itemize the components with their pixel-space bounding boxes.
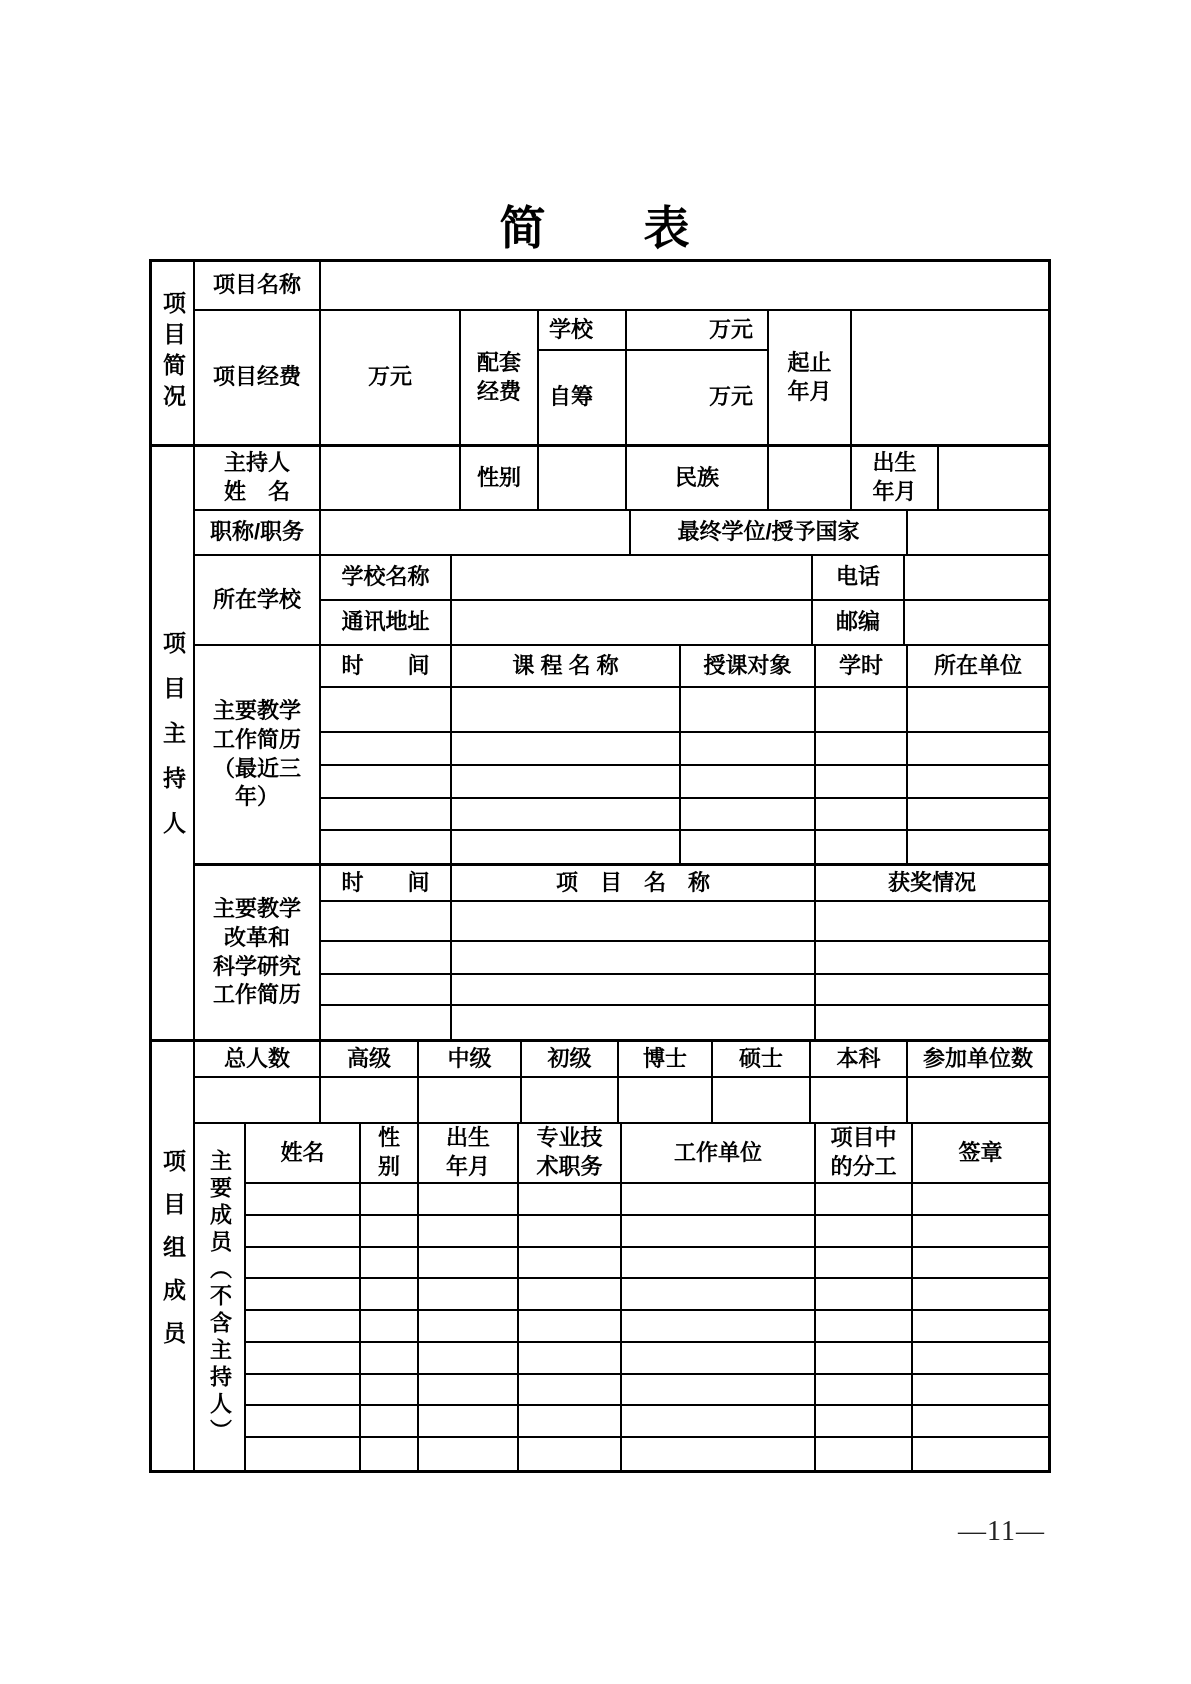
matching-fund-subtable: [539, 311, 769, 444]
page-number: —11—: [958, 1516, 1045, 1547]
empty-cell: [622, 1406, 816, 1438]
ethnicity-label: 民族: [627, 447, 769, 511]
title-position-label: 职称/职务: [195, 511, 321, 556]
member-workunit-header: 工作单位: [622, 1124, 816, 1184]
research-time-header: 时 间: [321, 866, 452, 902]
teaching-time-header: 时 间: [321, 646, 452, 688]
member-birth-header: 出生 年月: [419, 1124, 519, 1184]
member-tech-title-header: 专业技 术职务: [519, 1124, 622, 1184]
leader-vertical-label: 项目主持人: [152, 447, 195, 1039]
teaching-hours-header: 学时: [816, 646, 908, 688]
empty-cell: [913, 1343, 1048, 1375]
school-fund-label: 学校: [539, 311, 627, 351]
empty-cell: [519, 1438, 622, 1470]
empty-cell: [246, 1184, 361, 1216]
empty-cell: [246, 1406, 361, 1438]
empty-cell: [681, 799, 816, 831]
project-fund-label: 项目经费: [195, 311, 321, 444]
empty-cell: [622, 1375, 816, 1407]
address-label: 通讯地址: [321, 601, 452, 646]
member-row: [246, 1343, 1048, 1375]
school-label: 所在学校: [195, 556, 321, 646]
duration-value-cell: [852, 311, 1048, 444]
research-history-row: [321, 975, 1048, 1006]
member-signature-header: 签章: [913, 1124, 1048, 1184]
empty-cell: [681, 831, 816, 863]
title-position-value-cell: [321, 511, 631, 556]
empty-cell: [361, 1184, 419, 1216]
empty-cell: [816, 733, 908, 766]
empty-cell: [519, 1406, 622, 1438]
team-stats-value-row: [195, 1078, 1048, 1124]
empty-cell: [619, 1078, 713, 1124]
ethnicity-value-cell: [769, 447, 852, 511]
phone-value-cell: [905, 556, 1048, 601]
empty-cell: [913, 1406, 1048, 1438]
empty-cell: [519, 1311, 622, 1343]
empty-cell: [519, 1279, 622, 1311]
empty-cell: [246, 1248, 361, 1280]
research-history-row: [321, 1006, 1048, 1039]
school-name-label: 学校名称: [321, 556, 452, 601]
empty-cell: [452, 942, 816, 975]
members-block: [195, 1124, 1048, 1470]
empty-cell: [816, 831, 908, 863]
empty-cell: [913, 1216, 1048, 1248]
phone-label: 电话: [813, 556, 905, 601]
empty-cell: [681, 733, 816, 766]
empty-cell: [452, 975, 816, 1006]
teaching-course-header: 课 程 名 称: [452, 646, 681, 688]
empty-cell: [452, 799, 681, 831]
empty-cell: [452, 733, 681, 766]
empty-cell: [452, 766, 681, 799]
empty-cell: [681, 688, 816, 733]
empty-cell: [246, 1311, 361, 1343]
empty-cell: [622, 1248, 816, 1280]
teaching-history-row: [321, 766, 1048, 799]
empty-cell: [908, 733, 1048, 766]
birthdate-value-cell: [939, 447, 1048, 511]
empty-cell: [622, 1438, 816, 1470]
member-row: [246, 1311, 1048, 1343]
member-name-header: 姓名: [246, 1124, 361, 1184]
empty-cell: [419, 1279, 519, 1311]
empty-cell: [816, 942, 1048, 975]
gender-label: 性别: [461, 447, 539, 511]
empty-cell: [908, 831, 1048, 863]
empty-cell: [419, 1438, 519, 1470]
degree-country-label: 最终学位/授予国家: [631, 511, 908, 556]
master-header: 硕士: [713, 1042, 811, 1078]
research-history-row: [321, 942, 1048, 975]
empty-cell: [811, 1078, 908, 1124]
empty-cell: [419, 1375, 519, 1407]
project-name-label: 项目名称: [195, 262, 321, 311]
section-project-team: [152, 1039, 1048, 1470]
empty-cell: [452, 831, 681, 863]
page-title: 简 表: [499, 202, 692, 254]
matching-fund-label: 配套 经费: [461, 311, 539, 444]
empty-cell: [622, 1216, 816, 1248]
mid-header: 中级: [419, 1042, 522, 1078]
empty-cell: [361, 1375, 419, 1407]
empty-cell: [816, 902, 1048, 942]
senior-header: 高级: [321, 1042, 419, 1078]
empty-cell: [913, 1375, 1048, 1407]
school-block: [195, 556, 1048, 646]
research-history-row: [321, 902, 1048, 942]
teaching-unit-header: 所在单位: [908, 646, 1048, 688]
empty-cell: [419, 1078, 522, 1124]
teaching-history-label: 主要教学 工作简历 （最近三 年）: [195, 646, 321, 863]
empty-cell: [321, 799, 452, 831]
empty-cell: [816, 799, 908, 831]
school-name-value-cell: [452, 556, 813, 601]
units-count-header: 参加单位数: [908, 1042, 1048, 1078]
empty-cell: [816, 1438, 913, 1470]
empty-cell: [419, 1311, 519, 1343]
empty-cell: [519, 1375, 622, 1407]
empty-cell: [519, 1248, 622, 1280]
bachelor-header: 本科: [811, 1042, 908, 1078]
empty-cell: [622, 1343, 816, 1375]
empty-cell: [713, 1078, 811, 1124]
empty-cell: [321, 688, 452, 733]
duration-label: 起止 年月: [769, 311, 852, 444]
empty-cell: [908, 1078, 1048, 1124]
empty-cell: [622, 1311, 816, 1343]
empty-cell: [361, 1406, 419, 1438]
section-project-overview: [152, 262, 1048, 444]
teaching-header-row: [321, 646, 1048, 688]
leader-name-value-cell: [321, 447, 461, 511]
member-row: [246, 1406, 1048, 1438]
empty-cell: [816, 1279, 913, 1311]
empty-cell: [361, 1248, 419, 1280]
form-table: [149, 259, 1051, 1473]
teaching-history-row: [321, 799, 1048, 831]
empty-cell: [321, 975, 452, 1006]
empty-cell: [321, 831, 452, 863]
empty-cell: [361, 1216, 419, 1248]
empty-cell: [519, 1343, 622, 1375]
postcode-label: 邮编: [813, 601, 905, 646]
junior-header: 初级: [522, 1042, 619, 1078]
members-vertical-label: 主要成员（不含主持人）: [195, 1124, 246, 1470]
member-row: [246, 1248, 1048, 1280]
research-project-header: 项 目 名 称: [452, 866, 816, 902]
member-row: [246, 1184, 1048, 1216]
school-fund-unit: 万元: [627, 311, 769, 351]
empty-cell: [321, 733, 452, 766]
research-history-block: [195, 863, 1048, 1039]
member-row: [246, 1375, 1048, 1407]
doctor-header: 博士: [619, 1042, 713, 1078]
empty-cell: [321, 1006, 452, 1039]
empty-cell: [246, 1375, 361, 1407]
birthdate-label: 出生 年月: [852, 447, 939, 511]
project-name-value-cell: [321, 262, 1048, 311]
teaching-history-row: [321, 733, 1048, 766]
member-row: [246, 1216, 1048, 1248]
research-award-header: 获奖情况: [816, 866, 1048, 902]
teaching-history-row: [321, 831, 1048, 863]
empty-cell: [816, 975, 1048, 1006]
empty-cell: [622, 1184, 816, 1216]
empty-cell: [246, 1438, 361, 1470]
empty-cell: [452, 902, 816, 942]
members-header-row: [246, 1124, 1048, 1184]
teaching-history-block: [195, 646, 1048, 863]
empty-cell: [361, 1279, 419, 1311]
teaching-history-row: [321, 688, 1048, 733]
member-role-header: 项目中 的分工: [816, 1124, 913, 1184]
self-raised-unit: 万元: [627, 351, 769, 444]
empty-cell: [419, 1216, 519, 1248]
section-project-leader: [152, 444, 1048, 1039]
empty-cell: [195, 1078, 321, 1124]
empty-cell: [246, 1216, 361, 1248]
postcode-value-cell: [905, 601, 1048, 646]
empty-cell: [522, 1078, 619, 1124]
empty-cell: [452, 1006, 816, 1039]
empty-cell: [419, 1343, 519, 1375]
project-fund-unit: 万元: [321, 311, 461, 444]
empty-cell: [908, 688, 1048, 733]
member-gender-header: 性 别: [361, 1124, 419, 1184]
empty-cell: [519, 1216, 622, 1248]
empty-cell: [816, 1343, 913, 1375]
empty-cell: [816, 688, 908, 733]
empty-cell: [908, 799, 1048, 831]
empty-cell: [681, 766, 816, 799]
empty-cell: [816, 1216, 913, 1248]
member-row: [246, 1279, 1048, 1311]
empty-cell: [816, 1375, 913, 1407]
team-vertical-label: 项目组成员: [152, 1042, 195, 1470]
address-value-cell: [452, 601, 813, 646]
overview-vertical-label: 项目简况: [152, 262, 195, 444]
empty-cell: [913, 1311, 1048, 1343]
degree-country-value-cell: [908, 511, 1048, 556]
empty-cell: [361, 1438, 419, 1470]
empty-cell: [246, 1343, 361, 1375]
research-history-label: 主要教学 改革和 科学研究 工作简历: [195, 866, 321, 1039]
empty-cell: [913, 1184, 1048, 1216]
empty-cell: [419, 1184, 519, 1216]
total-count-header: 总人数: [195, 1042, 321, 1078]
empty-cell: [816, 1406, 913, 1438]
empty-cell: [622, 1279, 816, 1311]
empty-cell: [321, 766, 452, 799]
teaching-audience-header: 授课对象: [681, 646, 816, 688]
research-header-row: [321, 866, 1048, 902]
empty-cell: [321, 942, 452, 975]
empty-cell: [361, 1311, 419, 1343]
empty-cell: [246, 1279, 361, 1311]
empty-cell: [816, 1311, 913, 1343]
gender-value-cell: [539, 447, 627, 511]
empty-cell: [519, 1184, 622, 1216]
empty-cell: [419, 1406, 519, 1438]
self-raised-label: 自筹: [539, 351, 627, 444]
empty-cell: [913, 1438, 1048, 1470]
empty-cell: [816, 1006, 1048, 1039]
empty-cell: [816, 1184, 913, 1216]
empty-cell: [816, 766, 908, 799]
empty-cell: [361, 1343, 419, 1375]
empty-cell: [908, 766, 1048, 799]
empty-cell: [452, 688, 681, 733]
empty-cell: [913, 1248, 1048, 1280]
team-stats-header-row: [195, 1042, 1048, 1078]
empty-cell: [419, 1248, 519, 1280]
empty-cell: [321, 902, 452, 942]
empty-cell: [321, 1078, 419, 1124]
empty-cell: [816, 1248, 913, 1280]
member-row: [246, 1438, 1048, 1470]
leader-name-label: 主持人 姓 名: [195, 447, 321, 511]
empty-cell: [913, 1279, 1048, 1311]
